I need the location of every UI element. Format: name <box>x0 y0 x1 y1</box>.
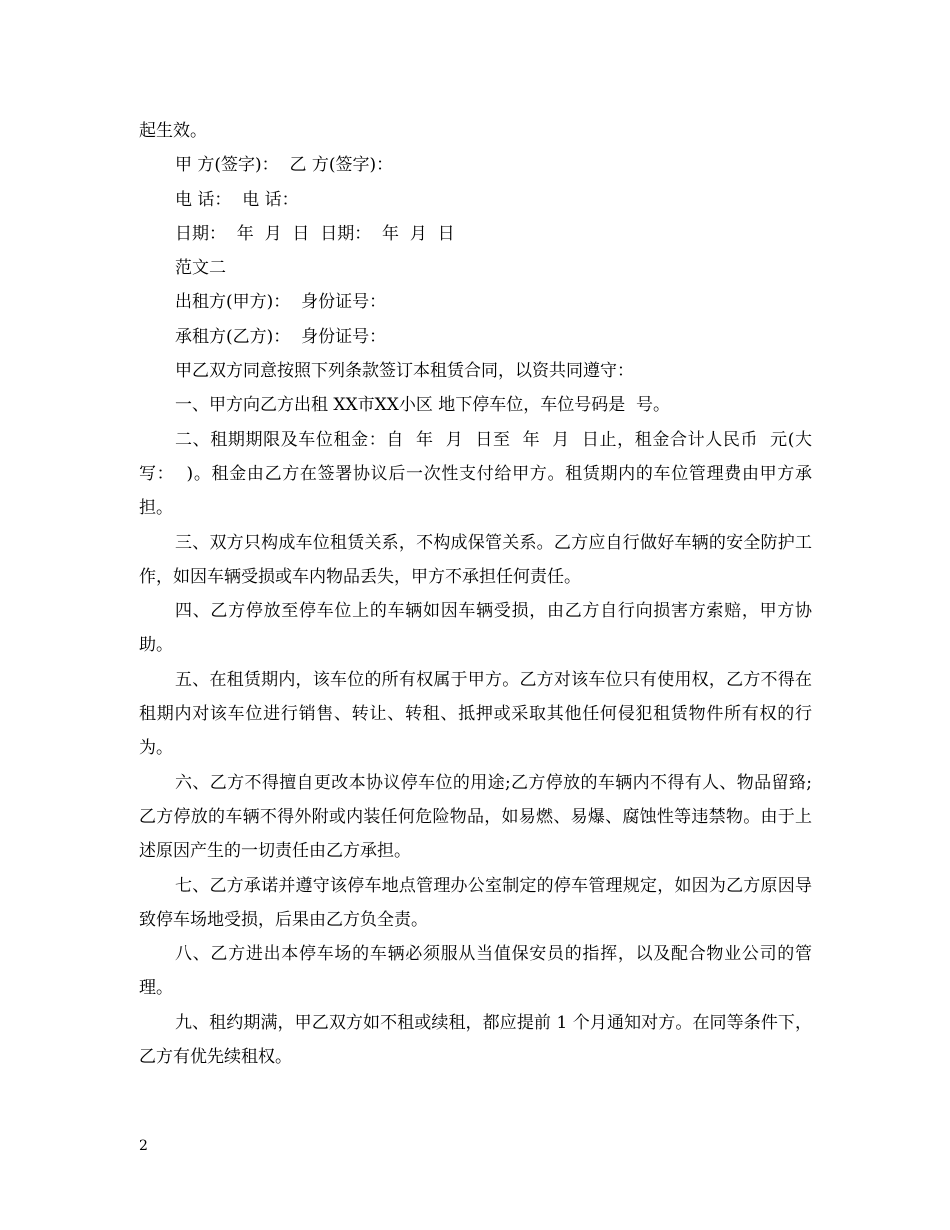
clause-2: 二、租期期限及车位租金：自 年 月 日至 年 月 日止，租金合计人民币 元(大写： )。租金由乙方在签署协议后一次性支付给甲方。租赁期内的车位管理费由甲方承担。 <box>139 429 812 519</box>
clause-4: 四、乙方停放至停车位上的车辆如因车辆受损，由乙方自行向损害方索赔，甲方协助。 <box>139 601 812 656</box>
clause-3: 三、双方只构成车位租赁关系，不构成保管关系。乙方应自行做好车辆的安全防护工作，如因车辆受损或车内物品丢失，甲方不承担任何责任。 <box>139 532 812 587</box>
clause-1: 一、甲方向乙方出租 XX市XX小区 地下停车位，车位号码是 号。 <box>175 395 671 416</box>
page-number: 2 <box>139 1138 148 1154</box>
phone-line: 电 话： 电 话： <box>175 189 299 210</box>
document-body <box>139 114 812 1074</box>
lessee-line: 承租方(乙方)： 身份证号： <box>175 326 387 347</box>
lessor-line: 出租方(甲方)： 身份证号： <box>175 292 387 313</box>
signature-line: 甲 方(签字)： 乙 方(签字)： <box>175 155 394 176</box>
clause-6: 六、乙方不得擅自更改本协议停车位的用途;乙方停放的车辆内不得有人、物品留臵;乙方停放的车辆不得外附或内装任何危险物品，如易燃、易爆、腐蚀性等违禁物。由于上述原因产生的一切责任由乙方承担。 <box>139 772 812 862</box>
paragraph: 起生效。 <box>139 121 207 141</box>
clause-7: 七、乙方承诺并遵守该停车地点管理办公室制定的停车管理规定，如因为乙方原因导致停车场地受损，后果由乙方负全责。 <box>139 875 812 930</box>
clause-5: 五、在租赁期内，该车位的所有权属于甲方。乙方对该车位只有使用权，乙方不得在租期内对该车位进行销售、转让、转租、抵押或采取其他任何侵犯租赁物件所有权的行为。 <box>139 669 812 759</box>
clause-8: 八、乙方进出本停车场的车辆必须服从当值保安员的指挥，以及配合物业公司的管理。 <box>139 944 812 999</box>
date-line: 日期： 年 月 日 日期： 年 月 日 <box>175 223 455 244</box>
paragraph: 甲乙双方同意按照下列条款签订本租赁合同，以资共同遵守： <box>175 361 634 382</box>
clause-9: 九、租约期满，甲乙双方如不租或续租，都应提前 1 个月通知对方。在同等条件下，乙方有优先续租权。 <box>139 1012 812 1068</box>
section-heading: 范文二 <box>175 258 226 279</box>
